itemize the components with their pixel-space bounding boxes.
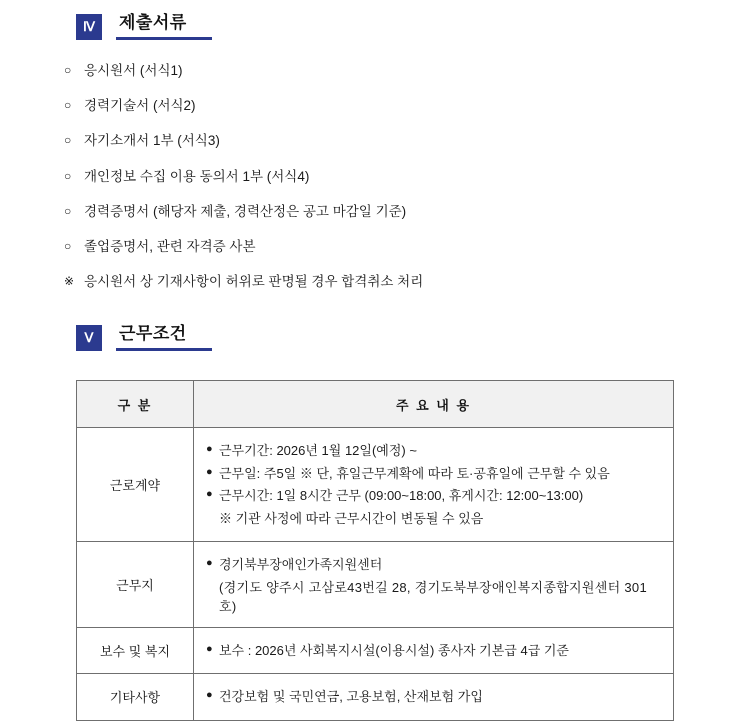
- detail-note: ※ 기관 사정에 따라 근무시간이 변동될 수 있음: [219, 510, 484, 526]
- detail-line: [206, 441, 661, 461]
- section-heading-working-conditions: [76, 325, 212, 351]
- list-item: [64, 238, 704, 256]
- column-header-category: 구 분: [77, 381, 194, 428]
- detail-text: 보수 : 2026년 사회복지시설(이용시설) 종사자 기본급 4급 기준: [219, 642, 569, 658]
- list-item-label: 경력기술서 (서식2): [84, 98, 196, 114]
- table-row: [77, 627, 674, 674]
- detail-line: [206, 486, 661, 506]
- list-item-label: 경력증명서 (해당자 제출, 경력산정은 공고 마감일 기준): [84, 203, 407, 219]
- detail-line: [206, 464, 661, 484]
- section-title-underline: [116, 14, 212, 40]
- list-item-label: 자기소개서 1부 (서식3): [84, 133, 220, 149]
- row-label: 근로계약: [77, 428, 194, 542]
- list-item: [64, 62, 704, 80]
- row-label: 보수 및 복지: [77, 627, 194, 674]
- circle-marker-icon: ○: [64, 168, 72, 183]
- working-conditions-table: [76, 380, 674, 721]
- table-row: [77, 542, 674, 628]
- row-label: 근무지: [77, 542, 194, 628]
- circle-marker-icon: ○: [64, 133, 72, 148]
- list-item: [64, 168, 704, 186]
- section-title-underline: [116, 325, 212, 351]
- row-label: 기타사항: [77, 674, 194, 721]
- bullet-dot-icon: ●: [206, 465, 213, 478]
- bullet-dot-icon: ●: [206, 557, 213, 569]
- section-heading-documents: [76, 14, 212, 40]
- bullet-dot-icon: ●: [206, 443, 213, 455]
- list-item-label: 졸업증명서, 관련 자격증 사본: [84, 239, 256, 255]
- list-item: [64, 203, 704, 221]
- row-details: [194, 428, 674, 542]
- table-row: [77, 674, 674, 721]
- list-item-label: 응시원서 (서식1): [84, 63, 183, 78]
- row-details: [194, 674, 674, 721]
- detail-text: 근무일: 주5일 ※ 단, 휴일근무계확에 따라 토·공휴일에 근무할 수 있음: [219, 465, 610, 481]
- list-item: [64, 132, 704, 150]
- bullet-dot-icon: ●: [206, 642, 213, 655]
- detail-text: 근무기간: 2026년 1월 12일(예정) ~: [219, 443, 417, 458]
- table-row: [77, 428, 674, 542]
- detail-line: [206, 641, 661, 661]
- reference-mark-icon: ※: [64, 274, 75, 289]
- list-item: [64, 97, 704, 115]
- section-title: 제출서류: [119, 13, 187, 33]
- detail-line: [206, 555, 661, 575]
- detail-line: [206, 687, 661, 707]
- circle-marker-icon: ○: [64, 203, 72, 218]
- bullet-dot-icon: ●: [206, 689, 213, 701]
- submission-documents-list: [64, 62, 704, 309]
- detail-text: 근무시간: 1일 8시간 근무 (09:00~18:00, 휴게시간: 12:00~13:00): [219, 488, 584, 503]
- row-details: [194, 627, 674, 674]
- circle-marker-icon: ○: [64, 63, 72, 77]
- documents-note-label: 응시원서 상 기재사항이 허위로 판명될 경우 합격취소 처리: [84, 274, 424, 290]
- detail-text: 경기북부장애인가족지원센터: [219, 557, 383, 572]
- section-number-badge: Ⅳ: [76, 14, 102, 40]
- documents-note: [64, 273, 704, 291]
- list-item-label: 개인정보 수집 이용 동의서 1부 (서식4): [84, 168, 310, 184]
- circle-marker-icon: ○: [64, 98, 72, 113]
- bullet-dot-icon: ●: [206, 488, 213, 500]
- section-number-badge: Ⅴ: [76, 325, 102, 351]
- column-header-details: 주 요 내 용: [194, 381, 674, 428]
- row-details: [194, 542, 674, 628]
- table-header-row: [77, 381, 674, 428]
- detail-text: 건강보험 및 국민연금, 고용보험, 산재보험 가입: [219, 689, 483, 704]
- circle-marker-icon: ○: [64, 239, 72, 254]
- detail-address: (경기도 양주시 고삼로43번길 28, 경기도북부장애인복지종합지원센터 301호): [219, 579, 647, 614]
- section-title: 근무조건: [119, 324, 187, 344]
